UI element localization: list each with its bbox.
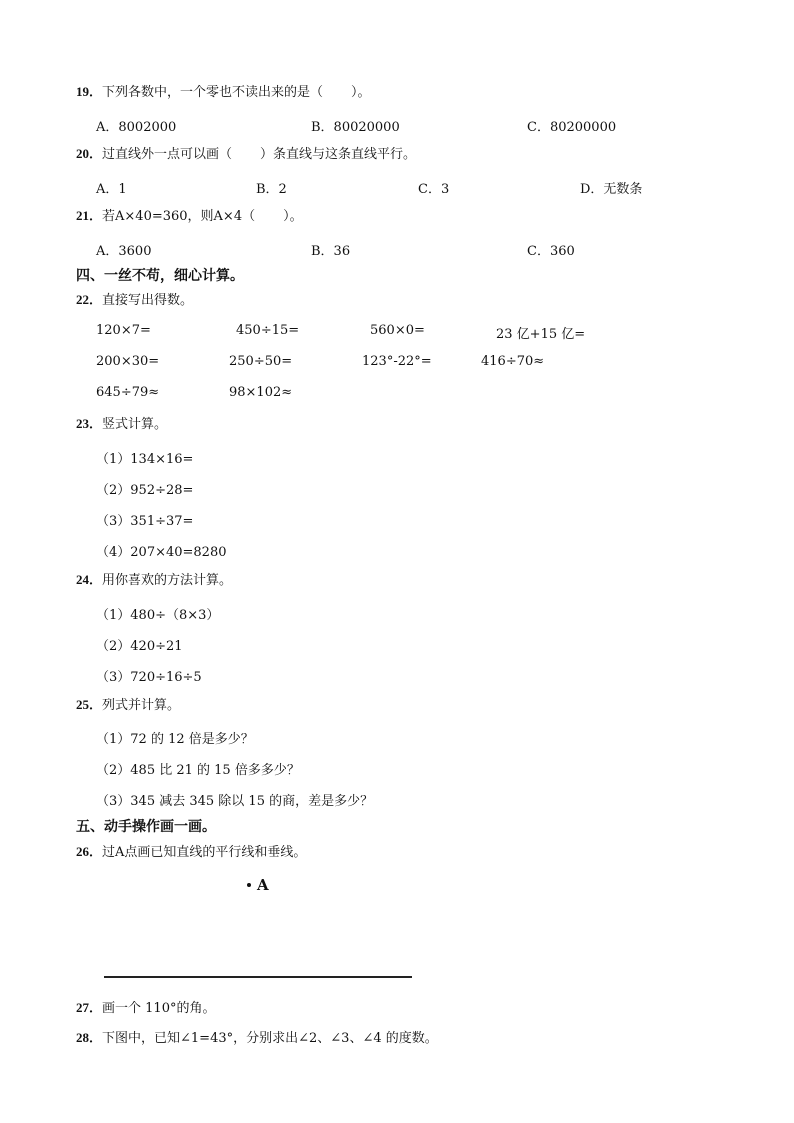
question-25 — [76, 697, 180, 714]
calc-item: 120×7= — [96, 323, 151, 338]
question-number: 24． — [76, 572, 103, 587]
question-text: 画一个 110°的角。 — [102, 1001, 216, 1016]
question-text: 若A×40=360，则A×4（ — [102, 209, 256, 224]
calc-item: 23 亿+15 亿= — [496, 327, 586, 342]
question-28 — [76, 1030, 438, 1047]
sub-item: （2）420÷21 — [96, 639, 183, 654]
calc-item: 250÷50= — [229, 354, 293, 369]
option-b[interactable]: B．80020000 — [311, 120, 400, 135]
section-heading-4: 四、一丝不苟，细心计算。 — [76, 268, 244, 284]
option-c[interactable]: C．80200000 — [527, 120, 617, 135]
question-text: 用你喜欢的方法计算。 — [102, 573, 233, 588]
section-heading-5: 五、动手操作画一画。 — [76, 819, 216, 835]
question-text-end: ）。 — [351, 85, 371, 100]
sub-item: （4）207×40=8280 — [96, 545, 227, 560]
question-number: 27． — [76, 1000, 103, 1015]
question-text-end: ）。 — [283, 209, 303, 224]
sub-item: （1）480÷（8×3） — [96, 608, 220, 623]
question-number: 22． — [76, 292, 103, 307]
question-text: 竖式计算。 — [102, 417, 168, 432]
question-number: 28． — [76, 1030, 103, 1045]
question-text: 列式并计算。 — [102, 698, 181, 713]
sub-item: （1）134×16= — [96, 452, 194, 467]
option-b[interactable]: B．2 — [256, 182, 287, 197]
question-19 — [76, 84, 371, 101]
question-text-end: ）条直线与这条直线平行。 — [260, 147, 417, 162]
sub-item: （3）351÷37= — [96, 514, 194, 529]
question-number: 20． — [76, 146, 103, 161]
option-c[interactable]: C．360 — [527, 244, 575, 259]
option-a[interactable]: A．8002000 — [96, 120, 177, 135]
question-number: 21． — [76, 208, 103, 223]
calc-item: 200×30= — [96, 354, 160, 369]
given-straight-line — [104, 976, 412, 978]
question-number: 26． — [76, 844, 103, 859]
question-text: 直接写出得数。 — [102, 293, 194, 308]
calc-item: 416÷70≈ — [481, 354, 545, 369]
calc-item: 645÷79≈ — [96, 385, 160, 400]
option-a[interactable]: A．1 — [96, 182, 127, 197]
calc-item: 123°-22°= — [362, 354, 432, 369]
question-text: 过直线外一点可以画（ — [102, 147, 233, 162]
option-d[interactable]: D．无数条 — [580, 182, 643, 197]
question-number: 19． — [76, 84, 103, 99]
question-21 — [76, 208, 303, 225]
calc-item: 98×102≈ — [229, 385, 293, 400]
sub-item: （3）345 减去 345 除以 15 的商，差是多少？ — [96, 794, 374, 809]
sub-item: （1）72 的 12 倍是多少？ — [96, 732, 254, 747]
question-26 — [76, 844, 306, 861]
calc-item: 450÷15= — [236, 323, 300, 338]
calc-item: 560×0= — [370, 323, 425, 338]
question-number: 23． — [76, 416, 103, 431]
sub-item: （3）720÷16÷5 — [96, 670, 202, 685]
point-a-dot — [247, 883, 251, 887]
question-22 — [76, 292, 193, 309]
option-b[interactable]: B．36 — [311, 244, 351, 259]
question-text: 过A点画已知直线的平行线和垂线。 — [102, 845, 307, 860]
question-text: 下图中，已知∠1=43°，分别求出∠2、∠3、∠4 的度数。 — [102, 1031, 438, 1046]
question-text: 下列各数中，一个零也不读出来的是（ — [102, 85, 324, 100]
question-23 — [76, 416, 167, 433]
question-number: 25． — [76, 697, 103, 712]
option-c[interactable]: C．3 — [418, 182, 450, 197]
option-a[interactable]: A．3600 — [96, 244, 152, 259]
point-a-label: A — [257, 876, 269, 894]
question-24 — [76, 572, 232, 589]
sub-item: （2）952÷28= — [96, 483, 194, 498]
question-20 — [76, 146, 416, 163]
question-27 — [76, 1000, 215, 1017]
sub-item: （2）485 比 21 的 15 倍多多少？ — [96, 763, 300, 778]
